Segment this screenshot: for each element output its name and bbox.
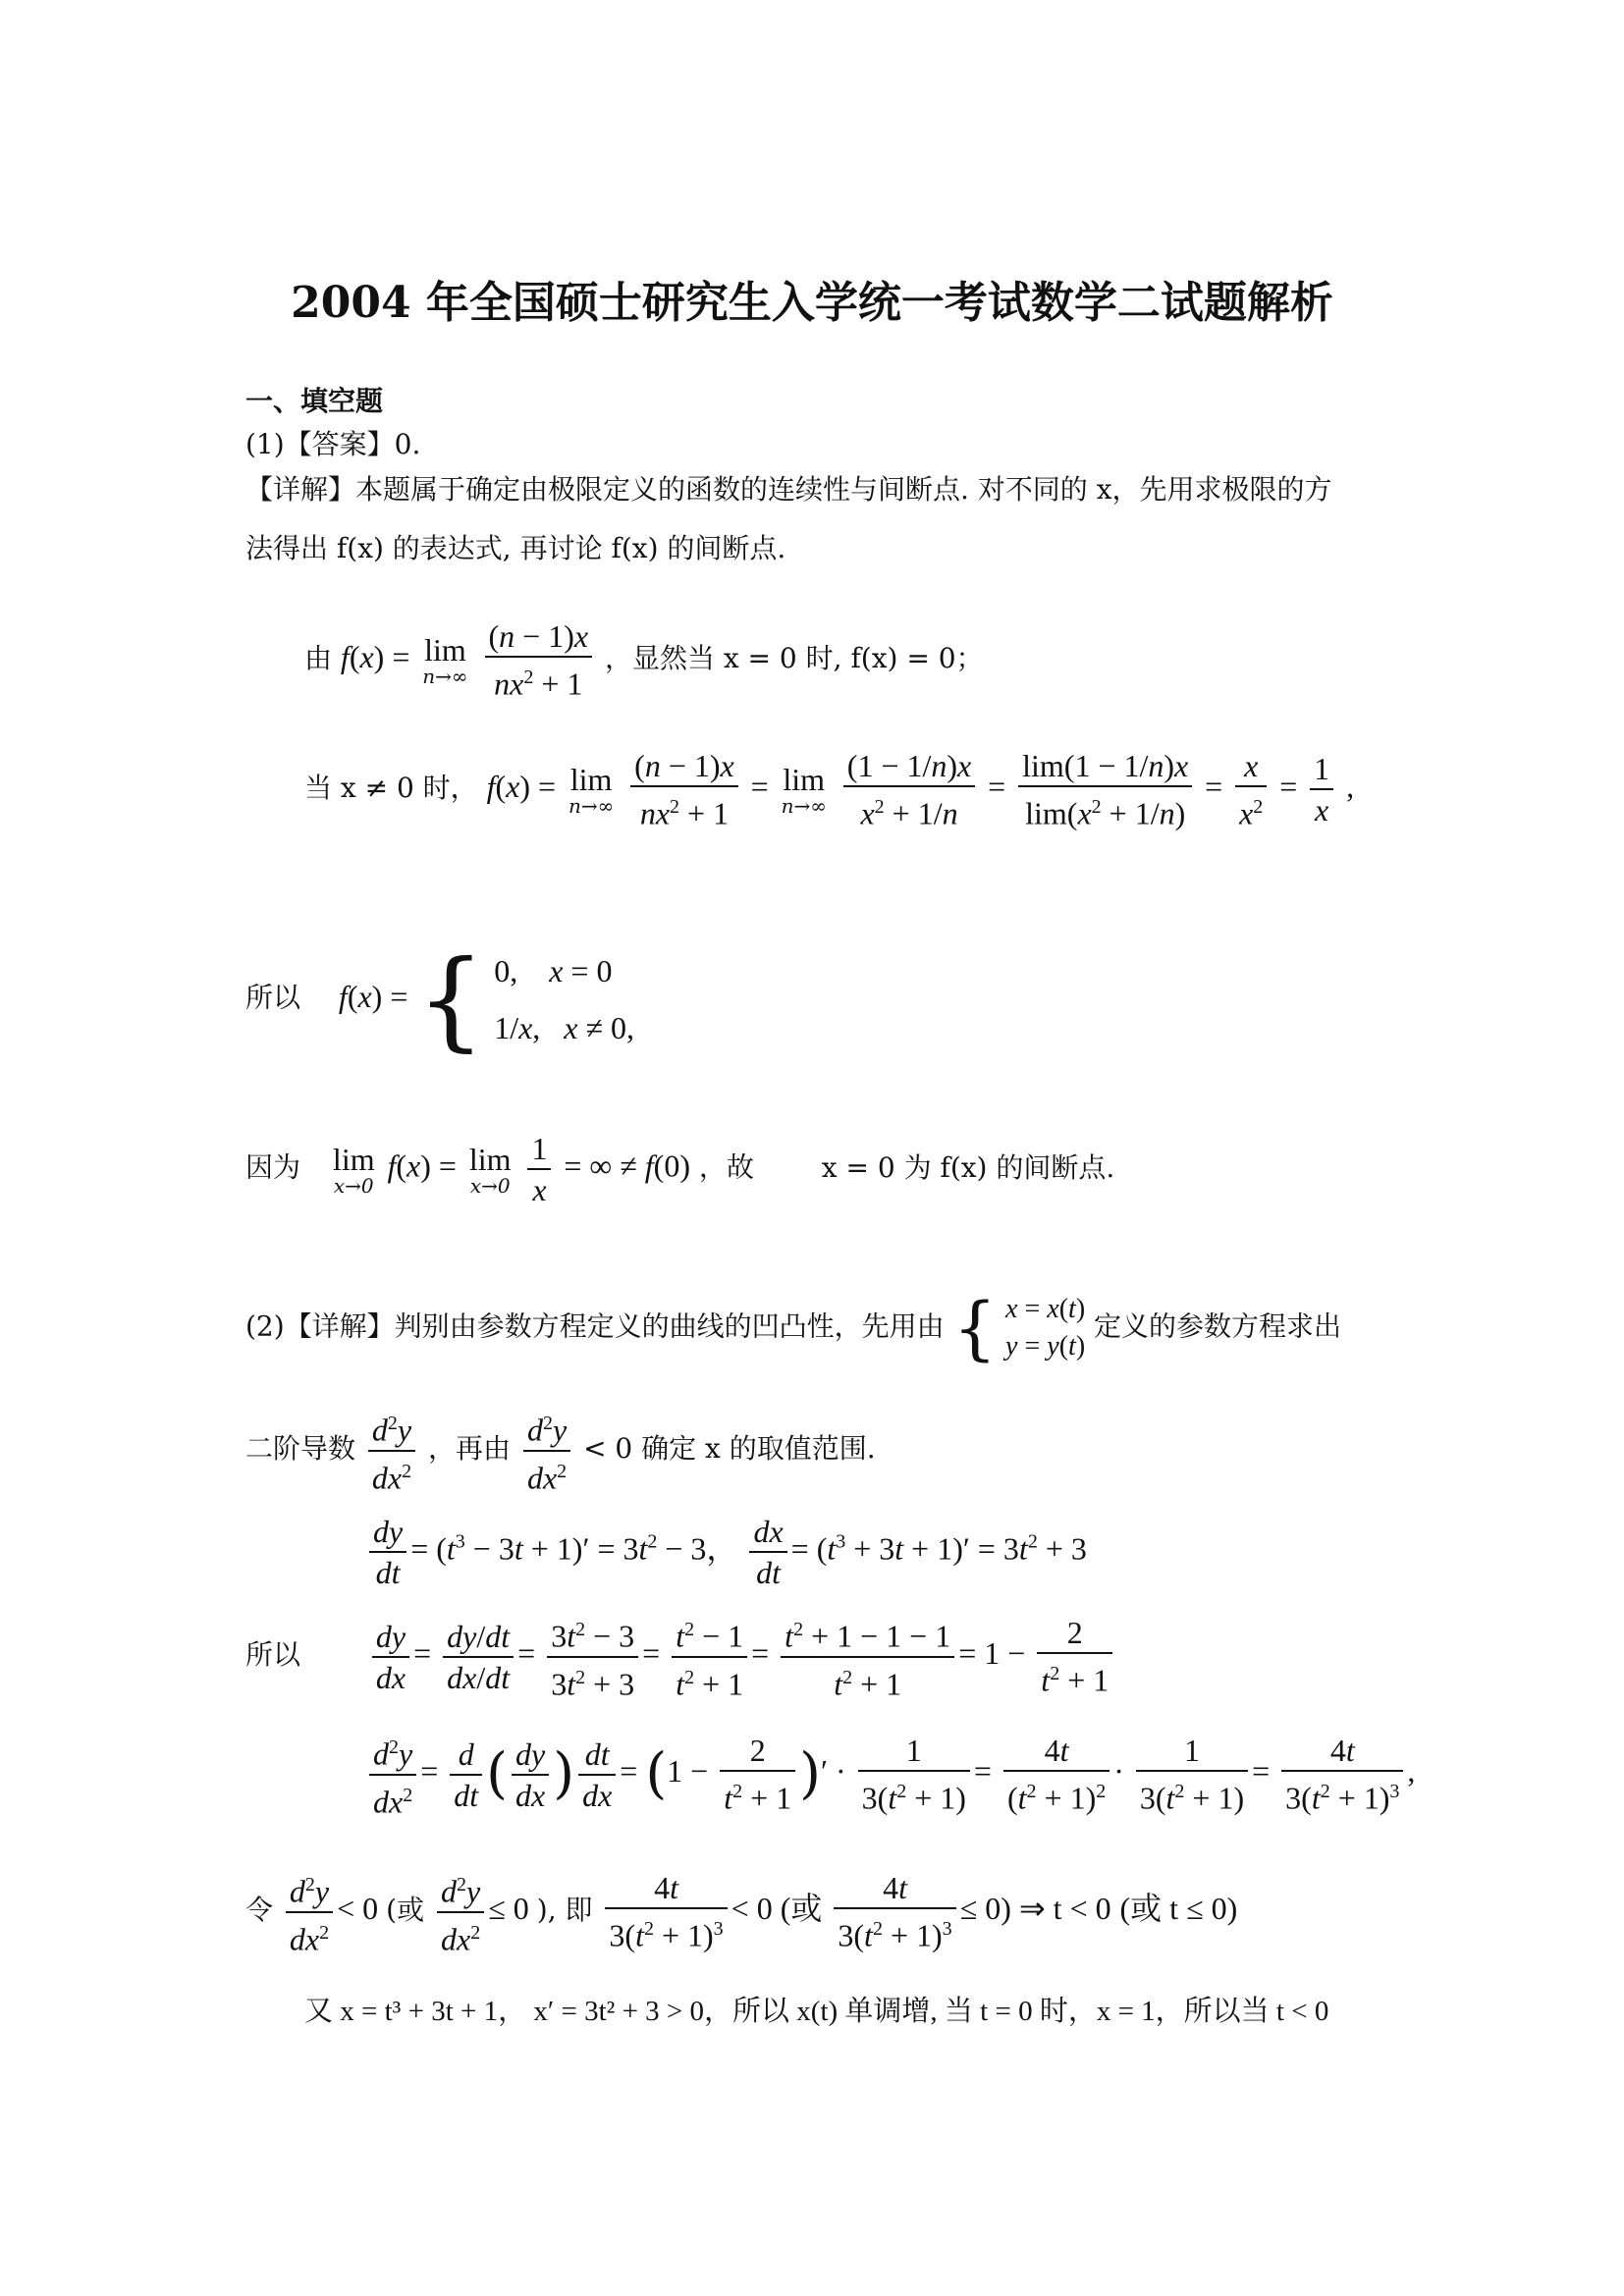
q2-detail-b2: ，再由 [428, 1432, 512, 1466]
because-label: 因为 [245, 1150, 301, 1184]
or-label-3: (或 t ≤ 0) [1119, 1891, 1238, 1926]
q2-detail-line2: 二阶导数 $\frac{d^2y}{dx^2}$ ，再由 $\frac{d^2y}{dx^2}$ < 0 确定 x 的取值范围. [245, 1404, 876, 1497]
so-label: 所以 [245, 981, 301, 1014]
q2-second-derivative: $\frac{d^2y}{dx^2}$ = $\frac{d}{dt}$ ( $\frac{dy}{dx}$ ) $\frac{dt}{dx}$ = (1 − $\frac{2}{t^2 + 1}$ )′ · $\frac{1}{3(t^2 + 1)}$ = $\frac{4t}{(t^2 + 1)^2}$ · $\frac{1}{3(t^2 + 1)}$ = $\frac{4t}{3(t^2 + 1)^3}$ , [365, 1728, 1415, 1821]
q2-detail-b1: 二阶导数 [245, 1432, 356, 1466]
eq1-text: ，显然当 x = 0 时, f(x) = 0； [604, 641, 984, 674]
q1-conclusion: x = 0 为 f(x) 的间断点. [821, 1150, 1115, 1184]
eq2-prefix: 当 x ≠ 0 时， [304, 771, 478, 804]
q2-let-line: 令 $\frac{d^2y}{dx^2}$ < 0 (或 $\frac{d^2y}{dx^2}$ ≤ 0 ), 即 $\frac{4t}{3(t^2 + 1)^3}$ < 0 (或 $\frac{4t}{3(t^2 + 1)^3}$ ≤ 0) ⇒ t < 0 (或 t ≤ 0) [245, 1865, 1237, 1958]
q1-answer: (1)【答案】0. [245, 428, 421, 460]
q2-detail-a2: 定义的参数方程求出 [1094, 1309, 1342, 1343]
q1-equation-2: 当 x ≠ 0 时， f(x) = lim n→∞ $\frac{(n - 1)x}{nx^2 + 1}$ = lim n→∞ $\frac{(1 - 1/n)x}{x^2 + 1/n}$ = $\frac{\lim(1 - 1/n)x}{\lim(x^2 + 1/n)}$ = $\frac{x}{x^2}$ = $\frac{1}{x}$ , [304, 748, 1355, 831]
q2-dydx: 所以 $\frac{dy}{dx}$ = $\frac{dy/dt}{dx/dt}$ = $\frac{3t^2 - 3}{3t^2 + 3}$ = $\frac{t^2 - 1}{t^2 + 1}$ = $\frac{t^2 + 1 - 1 - 1}{t^2 + 1}$ = 1 − $\frac{2}{t^2 + 1}$ [245, 1610, 1116, 1703]
q2-last-line: 又 x = t³ + 3t + 1， x′ = 3t² + 3 > 0，所以 x(t) 单调增, 当 t = 0 时，x = 1，所以当 t < 0 [304, 1996, 1329, 2027]
q2-so-label: 所以 [245, 1638, 301, 1671]
q2-detail-b3: < 0 确定 x 的取值范围. [583, 1432, 876, 1466]
implies-text: ⇒ t < 0 [1018, 1891, 1111, 1926]
q1-equation-1: 由 f(x) = lim n→∞ $\frac{(n - 1)x}{nx^2 + 1}$ ，显然当 x = 0 时, f(x) = 0； [304, 618, 984, 702]
q1-detail-line2: 法得出 f(x) 的表达式, 再讨论 f(x) 的间断点. [245, 532, 786, 564]
section-heading: 一、填空题 [245, 385, 384, 417]
or-label-1: (或 [386, 1894, 425, 1926]
hence-label: ，故 [698, 1150, 754, 1184]
eq1-prefix: 由 [304, 641, 333, 674]
that-is-label: ), 即 [536, 1894, 593, 1926]
q1-detail-line1: 【详解】本题属于确定由极限定义的函数的连续性与间断点. 对不同的 x，先用求极限的方 [245, 473, 1332, 506]
q1-because-line: 因为 lim x→0 f(x) = lim x→0 $\frac{1}{x}$ = ∞ ≠ f(0) ，故 x = 0 为 f(x) 的间断点. [245, 1131, 1115, 1207]
q2-detail-a: (2)【详解】判别由参数方程定义的曲线的凹凸性，先用由 [245, 1309, 945, 1343]
q2-derivatives: $\frac{dy}{dt}$ = $(t^3 - 3t + 1)' = 3t^2 - 3$， $\frac{dx}{dt}$ = $(t^3 + 3t + 1)' = 3t^2 + 3$ [365, 1512, 1087, 1592]
page-title: 2004 年全国硕士研究生入学统一考试数学二试题解析 [291, 278, 1333, 328]
let-label: 令 [245, 1894, 274, 1926]
q2-detail-line1: (2)【详解】判别由参数方程定义的曲线的凹凸性，先用由 { x = x(t) y = y(t) 定义的参数方程求出 [245, 1288, 1342, 1368]
q1-piecewise: 所以 f(x) = { 0, x = 0 1/x, x ≠ 0, [245, 936, 635, 1062]
